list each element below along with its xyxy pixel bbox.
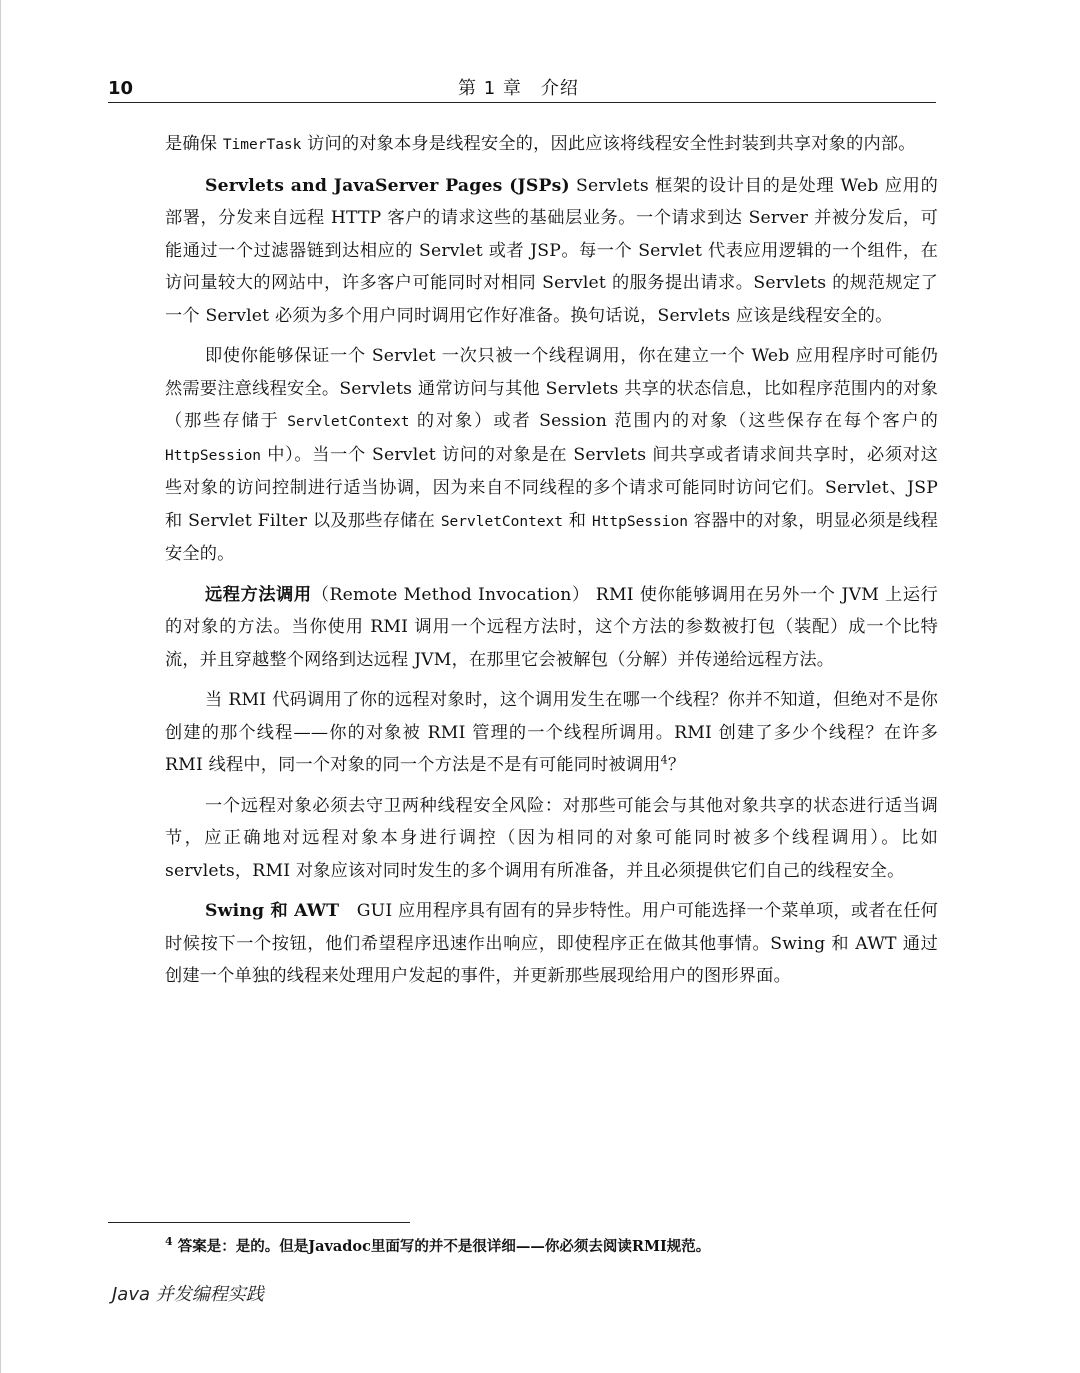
text-run: 即使你能够保证一个 Servlet 一次只被一个线程调用，你在建立一个 Web 应用程序时可能仍然需要注意线程安全。Servlets 通常访问与其他 Servlets 共享的状态信息，比如程序范围内的对象（那些存储于 — [165, 346, 938, 431]
chapter-title: 第 1 章 介绍 — [458, 78, 579, 99]
term-servlets-jsps: Servlets and JavaServer Pages (JSPs) — [205, 175, 570, 196]
paragraph-remote-object-safety — [165, 790, 938, 888]
code-servletcontext: ServletContext — [440, 513, 564, 530]
footnote-reference: 4 — [660, 753, 668, 767]
paragraph-servlets — [165, 170, 938, 333]
body-text — [165, 128, 938, 1001]
page-edge-line — [0, 0, 1, 1373]
text-run: 容器中的对象，明显必须是线程安全的。 — [165, 510, 939, 564]
footnote — [165, 1236, 925, 1258]
text-run: （Remote Method Invocation） RMI 使你能够调用在另外一个 JVM 上运行的对象的方法。当你使用 RMI 调用一个远程方法时，这个方法的参数被打包（装配）成一个比特流，并且穿越整个网络到达远程 JVM，在那里它会被解包（分解）并传递给远程方法。 — [165, 584, 939, 670]
text-run: 访问的对象本身是线程安全的，因此应该将线程安全性封装到共享对象的内部。 — [301, 134, 916, 154]
text-run: 当 RMI 代码调用了你的远程对象时，这个调用发生在哪一个线程？你并不知道，但绝对不是你创建的那个线程——你的对象被 RMI 管理的一个线程所调用。RMI 创建了多少个线程？在许多 RMI 线程中，同一个对象的同一个方法是不是有可能同时被调用 — [165, 690, 938, 775]
footnote-rule — [108, 1222, 410, 1223]
text-run: 的对象）或者 Session 范围内的对象（这些保存在每个客户的 — [409, 411, 938, 431]
text-run: 中）。当一个 Servlet 访问的对象是在 Servlets 间共享或者请求间共享时，必须对这些对象的访问控制进行适当协调，因为来自不同线程的多个请求可能同时访问它们。Servlet、JSP 和 Servlet Filter 以及那些存储在 — [165, 444, 938, 531]
footnote-text: 答案是：是的。但是Javadoc里面写的并不是很详细——你必须去阅读RMI规范。 — [172, 1238, 711, 1255]
code-httpsession: HttpSession — [591, 513, 688, 530]
paragraph-rmi-threads — [165, 684, 938, 782]
page-number: 10 — [108, 78, 134, 99]
footnote-marker: 4 — [165, 1235, 173, 1249]
header-rule — [108, 102, 936, 103]
term-rmi: 远程方法调用 — [205, 584, 312, 605]
page-header — [108, 74, 936, 104]
paragraph-rmi — [165, 579, 938, 677]
paragraph-servlet-thread-safety — [165, 340, 938, 571]
text-run: ？ — [667, 755, 686, 775]
code-httpsession: HttpSession — [165, 447, 262, 464]
paragraph-swing-awt — [165, 895, 938, 993]
code-servletcontext: ServletContext — [287, 414, 410, 430]
text-run: 一个远程对象必须去守卫两种线程安全风险：对那些可能会与其他对象共享的状态进行适当调节，应正确地对远程对象本身进行调控（因为相同的对象可能同时被多个线程调用）。比如 servlets，RMI 对象应该对同时发生的多个调用有所准备，并且必须提供它们自己的线程安全。 — [165, 795, 938, 881]
term-swing-awt: Swing 和 AWT — [205, 901, 340, 921]
text-run: GUI 应用程序具有固有的异步特性。用户可能选择一个菜单项，或者在任何时候按下一个按钮，他们希望程序迅速作出响应，即使程序正在做其他事情。Swing 和 AWT 通过创建一个单独的线程来处理用户发起的事件，并更新那些展现给用户的图形界面。 — [165, 901, 938, 986]
text-run: 和 — [563, 510, 592, 531]
code-timertask: TimerTask — [222, 137, 302, 153]
book-title-footer: Java 并发编程实践 — [112, 1284, 264, 1305]
text-run: 是确保 — [165, 134, 223, 154]
paragraph-timertask — [165, 128, 938, 162]
text-run: Servlets 框架的设计目的是处理 Web 应用的部署，分发来自远程 HTTP 客户的请求这些的基础层业务。一个请求到达 Server 并被分发后，可能通过一个过滤器链到达相应的 Servlet 或者 JSP。每一个 Servlet 代表应用逻辑的一个组件，在访问量较大的网站中，许多客户可能同时对相同 Servlet 的服务提出请求。Servlets 的规范规定了一个 Servlet 必须为多个用户同时调用它作好准备。换句话说，Servlets 应该是线程安全的。 — [165, 175, 938, 326]
